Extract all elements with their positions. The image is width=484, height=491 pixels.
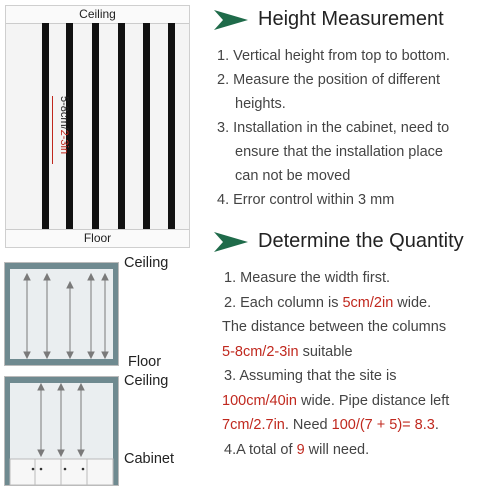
quantity-line: 4.A total of 9 will need. [224, 441, 370, 458]
gap-dimension [50, 96, 78, 164]
arrow-icon [214, 232, 248, 252]
quantity-steps [224, 266, 449, 462]
height-steps [217, 44, 450, 212]
height-arrows [5, 263, 118, 365]
quantity-line: 5-8cm/2-3in suitable [222, 343, 353, 360]
column-bar [143, 23, 150, 240]
height-step: can not be moved [235, 168, 351, 184]
quantity-line: 3. Assuming that the site is [224, 368, 397, 384]
cabinet-label: Cabinet [124, 451, 174, 467]
ceiling-band [6, 6, 189, 24]
height-title: Height Measurement [258, 8, 444, 30]
height-step: 2. Measure the position of different [217, 72, 441, 88]
quantity-line: 1. Measure the width first. [224, 270, 391, 286]
quantity-line: The distance between the columns [222, 319, 447, 335]
cabinet-arrows [5, 377, 118, 485]
ceiling-label: Ceiling [79, 7, 116, 21]
quantity-line: 100cm/40in wide. Pipe distance left [222, 392, 450, 409]
column-bar [118, 23, 125, 240]
floor-label-lower: Floor [128, 354, 162, 370]
floor-band [6, 229, 189, 247]
height-step: 1. Vertical height from top to bottom. [217, 48, 450, 64]
cabinet-diagram [4, 376, 119, 486]
floor-label: Floor [83, 231, 112, 245]
height-step: 3. Installation in the cabinet, need to [217, 120, 450, 136]
column-bar [92, 23, 99, 240]
quantity-line: 7cm/2.7in. Need 100/(7 + 5)= 8.3. [222, 417, 439, 433]
gap-text [58, 96, 70, 154]
ceiling-label-lower: Ceiling [124, 255, 169, 271]
quantity-line: 2. Each column is 5cm/2in wide. [224, 294, 432, 311]
height-step: 4. Error control within 3 mm [217, 192, 395, 208]
gap-text-imperial: 2-3in [58, 129, 70, 155]
quantity-heading [214, 230, 464, 253]
arrow-icon [214, 10, 248, 30]
height-heading [214, 8, 444, 31]
column-bar [42, 23, 49, 240]
quantity-title: Determine the Quantity [258, 230, 464, 252]
height-step: heights. [235, 96, 286, 112]
wall-diagram [5, 5, 190, 248]
gap-line [52, 96, 53, 164]
room-diagram [4, 262, 119, 366]
gap-text-metric: 5-8cm/ [58, 96, 70, 130]
column-bar [168, 23, 175, 240]
ceiling-label-cabinet: Ceiling [124, 373, 169, 389]
height-step: ensure that the installation place [235, 144, 443, 160]
